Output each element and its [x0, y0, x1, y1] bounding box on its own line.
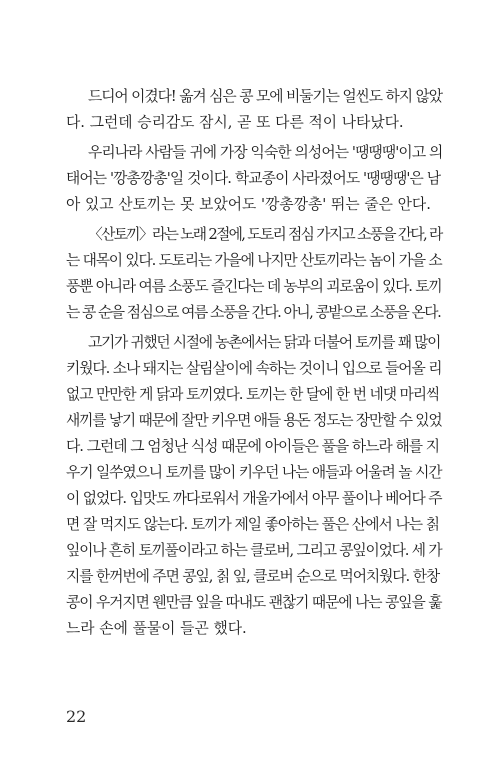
body-text — [66, 84, 442, 646]
page-number: 22 — [66, 707, 87, 726]
text-line: 드디어 이겼다! 옮겨 심은 콩 모에 비둘기는 얼씬도 하지 않았 — [88, 88, 442, 105]
text-line: 콩이 우거지면 웬만큼 잎을 따내도 괜찮기 때문에 나는 콩잎을 훑 — [66, 594, 442, 611]
text-line: 아 있고 산토끼는 못 보았어도 '깡총깡총' 뛰는 줄은 안다. — [66, 196, 431, 213]
paragraph-4 — [66, 330, 442, 642]
text-line: 이 없었다. 입맛도 까다로워서 개울가에서 아무 풀이나 베어다 주 — [66, 490, 442, 507]
text-line: 우리나라 사람들 귀에 가장 익숙한 의성어는 '땡땡땡'이고 의 — [88, 144, 443, 161]
text-line: 우기 일쑤였으니 토끼를 많이 키우던 나는 애들과 어울려 놀 시간 — [66, 464, 442, 481]
text-line: 다. 그런데 그 엄청난 식성 때문에 아이들은 풀을 하느라 해를 지 — [66, 438, 440, 455]
text-line: 느라 손에 풀물이 들곤 했다. — [66, 620, 247, 637]
text-line: 면 잘 먹지도 않는다. 토끼가 제일 좋아하는 풀은 산에서 나는 칡 — [66, 516, 440, 533]
text-line: 없고 만만한 게 닭과 토끼였다. 토끼는 한 달에 한 번 네댓 마리씩 — [66, 386, 440, 403]
text-line: 새끼를 낳기 때문에 잘만 키우면 애들 용돈 정도는 장만할 수 있었 — [66, 412, 442, 429]
paragraph-2 — [66, 140, 442, 218]
text-line: 다. 그런데 승리감도 잠시, 곧 또 다른 적이 나타났다. — [66, 114, 404, 131]
text-line: 태어는 '깡총깡총'일 것이다. 학교종이 사라졌어도 '땡땡땡'은 남 — [66, 170, 441, 187]
text-line: 지를 한꺼번에 주면 콩잎, 칡 잎, 클로버 순으로 먹어치웠다. 한창 — [66, 568, 440, 585]
paragraph-1 — [66, 84, 442, 136]
text-line: 는 콩 순을 점심으로 여름 소풍을 간다. 아니, 콩밭으로 소풍을 온다. — [66, 304, 441, 321]
text-line: 잎이나 흔히 토끼풀이라고 하는 클로버, 그리고 콩잎이었다. 세 가 — [66, 542, 442, 559]
paragraph-3 — [66, 222, 442, 326]
text-line: 키웠다. 소나 돼지는 살림살이에 속하는 것이니 입으로 들어올 리 — [66, 360, 442, 377]
text-line: 〈산토끼〉라는 노래 2절에, 도토리 점심 가지고 소풍을 간다, 라 — [88, 226, 442, 243]
text-line: 고기가 귀했던 시절에 농촌에서는 닭과 더불어 토끼를 꽤 많이 — [88, 334, 441, 351]
text-line: 풍뿐 아니라 여름 소풍도 즐긴다는 데 농부의 괴로움이 있다. 토끼 — [66, 278, 442, 295]
text-line: 는 대목이 있다. 도토리는 가을에 나지만 산토끼라는 놈이 가을 소 — [66, 252, 442, 269]
